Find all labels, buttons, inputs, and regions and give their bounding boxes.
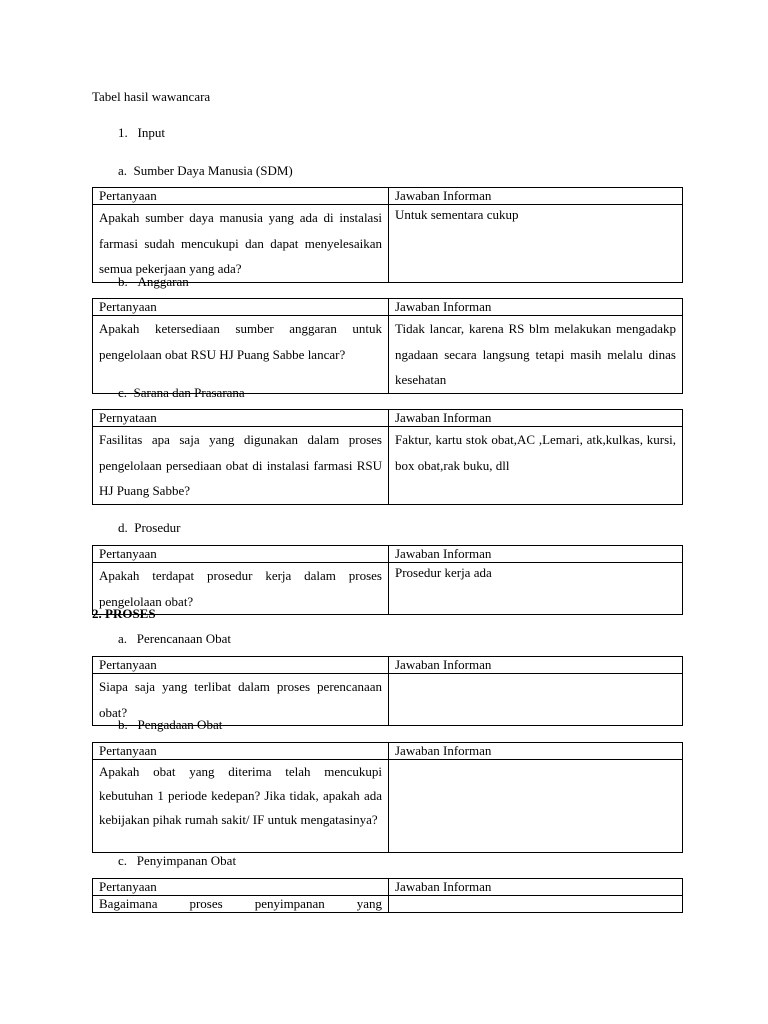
header-answer: Jawaban Informan (389, 410, 683, 427)
table-row (93, 427, 683, 505)
label-perencanaan: a. Perencanaan Obat (118, 631, 231, 646)
answer-cell: Prosedur kerja ada (389, 563, 683, 615)
table-penyimpanan (92, 878, 683, 913)
table-perencanaan (92, 656, 683, 726)
heading-proses: 2. PROSES (92, 606, 156, 621)
table-pengadaan (92, 742, 683, 853)
table-row (93, 316, 683, 394)
header-answer: Jawaban Informan (389, 657, 683, 674)
document-title: Tabel hasil wawancara (92, 89, 211, 104)
answer-cell (389, 674, 683, 726)
header-question: Pertanyaan (93, 743, 389, 760)
question-cell: Apakah obat yang diterima telah mencukupi kebutuhan 1 periode kedepan? Jika tidak, apakah ada kebijakan pihak rumah sakit/ IF untuk mengatasinya? (93, 760, 389, 853)
table-row (93, 896, 683, 913)
header-question: Pertanyaan (93, 879, 389, 896)
answer-cell: Untuk sementara cukup (389, 205, 683, 283)
table-row (93, 563, 683, 615)
table-sdm (92, 187, 683, 283)
header-answer: Jawaban Informan (389, 299, 683, 316)
header-answer: Jawaban Informan (389, 879, 683, 896)
answer-cell: Tidak lancar, karena RS blm melakukan mengadakp ngadaan secara langsung tetapi masih melalu dinas kesehatan (389, 316, 683, 394)
header-question: Pertanyaan (93, 546, 389, 563)
label-prosedur: d. Prosedur (118, 520, 181, 535)
question-cell: Bagaimana proses penyimpanan yang (93, 896, 389, 913)
header-statement: Pernyataan (93, 410, 389, 427)
label-sdm: a. Sumber Daya Manusia (SDM) (118, 163, 293, 178)
table-header-row (93, 657, 683, 674)
header-answer: Jawaban Informan (389, 546, 683, 563)
header-answer: Jawaban Informan (389, 188, 683, 205)
table-anggaran (92, 298, 683, 394)
label-penyimpanan: c. Penyimpanan Obat (118, 853, 237, 868)
question-cell: Apakah sumber daya manusia yang ada di instalasi farmasi sudah mencukupi dan dapat menyelesaikan semua pekerjaan yang ada? (93, 205, 389, 283)
table-header-row (93, 546, 683, 563)
table-header-row (93, 743, 683, 760)
answer-cell (389, 896, 683, 913)
label-sarana: c. Sarana dan Prasarana (118, 385, 245, 400)
table-row (93, 205, 683, 283)
question-cell: Apakah terdapat prosedur kerja dalam proses pengelolaan obat? (93, 563, 389, 615)
header-question: Pertanyaan (93, 657, 389, 674)
header-question: Pertanyaan (93, 299, 389, 316)
table-sarana (92, 409, 683, 505)
table-row (93, 760, 683, 853)
answer-cell: Faktur, kartu stok obat,AC ,Lemari, atk,kulkas, kursi, box obat,rak buku, dll (389, 427, 683, 505)
label-anggaran: b. Anggaran (118, 274, 189, 289)
table-header-row (93, 299, 683, 316)
question-cell: Apakah ketersediaan sumber anggaran untuk pengelolaan obat RSU HJ Puang Sabbe lancar? (93, 316, 389, 394)
label-pengadaan: b. Pengadaan Obat (118, 717, 223, 732)
header-answer: Jawaban Informan (389, 743, 683, 760)
header-question: Pertanyaan (93, 188, 389, 205)
table-prosedur (92, 545, 683, 615)
heading-input: 1. Input (118, 125, 165, 140)
question-cell: Fasilitas apa saja yang digunakan dalam proses pengelolaan persediaan obat di instalasi farmasi RSU HJ Puang Sabbe? (93, 427, 389, 505)
table-header-row (93, 188, 683, 205)
question-cell: Siapa saja yang terlibat dalam proses perencanaan obat? (93, 674, 389, 726)
table-header-row (93, 879, 683, 896)
answer-cell (389, 760, 683, 853)
table-header-row (93, 410, 683, 427)
